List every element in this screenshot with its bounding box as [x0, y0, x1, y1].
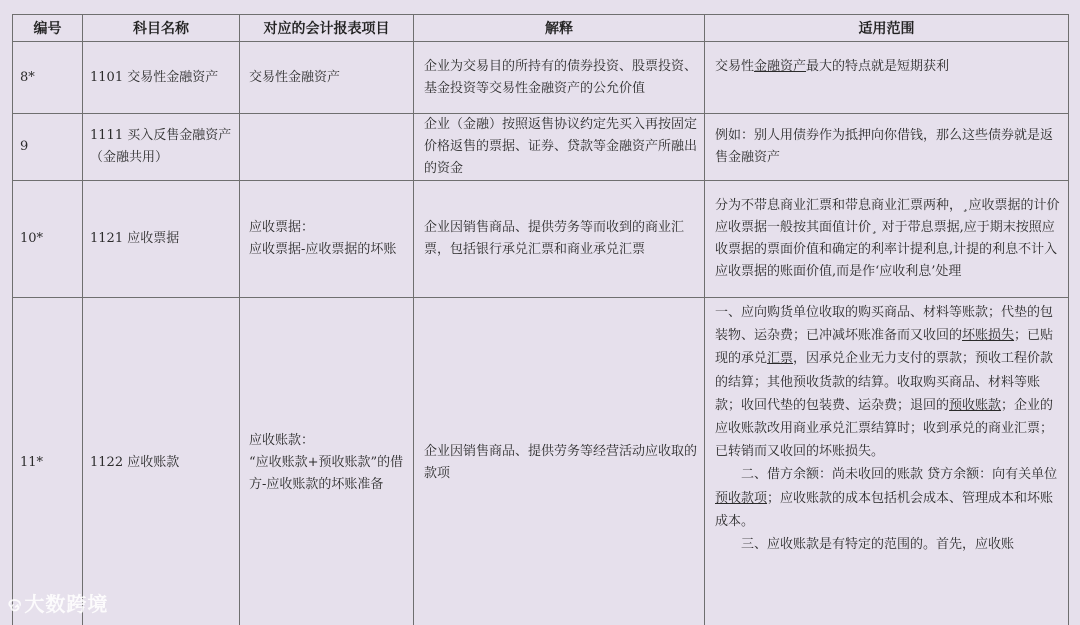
report-item: [240, 298, 414, 625]
subject-name: 1121 应收票据: [83, 181, 240, 298]
header-explanation: 解释: [414, 15, 705, 42]
scope-text: 二、借方余额：尚未收回的账款 贷方余额：向有关单位: [741, 467, 1058, 483]
row-number: 8*: [13, 42, 83, 114]
subject-name: 1122 应收账款: [83, 298, 240, 625]
watermark-icon: ଡ: [8, 595, 23, 616]
report-item: [240, 181, 414, 298]
scope-text: 一、应向购货单位收取的购买商品、材料等账款；代垫的包装物、运杂费；已冲减坏账准备而又收回的: [715, 305, 1054, 344]
explanation: 企业因销售商品、提供劳务等经营活动应收取的款项: [414, 298, 705, 625]
scope: [705, 298, 1069, 625]
watermark-logo: [8, 588, 108, 617]
row-number: 10*: [13, 181, 83, 298]
scope: 分为不带息商业汇票和带息商业汇票两种，¸应收票据的计价 应收票据一般按其面值计价¸ 对于带息票据,应于期末按照应收票据的票面价值和确定的利率计提利息,计提的利息不计入应收票据的账面价值,而是作‘应收利息’处理: [705, 181, 1069, 298]
header-scope: 适用范围: [705, 15, 1069, 42]
explanation: 企业因销售商品、提供劳务等而收到的商业汇票，包括银行承兑汇票和商业承兑汇票: [414, 181, 705, 298]
header-number: 编号: [13, 15, 83, 42]
scope: [705, 42, 1069, 114]
scope-text: ，因承兑企业无力支付的票款；预收工程价款的结算；其他预收货款的结算。收取购买商品、材料等账款；收回代垫的包装费、运杂费；退回的: [715, 351, 1054, 413]
explanation: 企业为交易目的所持有的债券投资、股票投资、基金投资等交易性金融资产的公允价值: [414, 42, 705, 114]
scope-link-advance-receipts: 预收账款: [949, 397, 1002, 413]
scope-paragraph-2: [715, 463, 1064, 533]
scope-paragraph-3: 三、应收账款是有特定的范围的。首先，应收账: [741, 537, 1015, 553]
watermark-text: 大数跨境: [24, 592, 109, 616]
scope-link-bad-debt: 坏账损失: [962, 328, 1015, 344]
scope-text: ；应收账款的成本包括机会成本、管理成本和坏账成本。: [715, 490, 1054, 529]
subject-name: 1111 买入反售金融资产（金融共用）: [83, 114, 240, 181]
table-row: [13, 114, 1069, 181]
report-item: 交易性金融资产: [240, 42, 414, 114]
report-item-line: 应收票据-应收票据的坏账: [249, 242, 397, 257]
report-item-line: 应收账款：: [249, 432, 315, 448]
scope-link-financial-assets: 金融资产: [754, 59, 807, 74]
report-item-line: “应收账款+预收账款”的借方-应收账款的坏账准备: [249, 454, 404, 492]
scope-link-bill: 汇票: [767, 351, 794, 367]
scope-text: ；已贴现的承兑: [715, 328, 1054, 367]
table-row: [13, 42, 1069, 114]
scope-text: ；企业的应收账款改用商业承兑汇票结算时；收到承兑的商业汇票；已转销而又收回的坏账损失。: [715, 397, 1054, 460]
header-report-item: 对应的会计报表项目: [240, 15, 414, 42]
row-number: 9: [13, 114, 83, 181]
report-item-line: 应收票据：: [249, 220, 315, 235]
header-subject-name: 科目名称: [83, 15, 240, 42]
scope-link-advance-payments: 预收款项: [715, 490, 768, 506]
header-row: [13, 15, 1069, 42]
table-row: [13, 298, 1069, 625]
scope: 例如：别人用债券作为抵押向你借钱，那么这些债券就是返售金融资产: [705, 114, 1069, 181]
table-row: [13, 181, 1069, 298]
report-item: [240, 114, 414, 181]
scope-paragraph-1: [715, 301, 1064, 463]
scope-text: 交易性: [715, 59, 755, 74]
subject-name: 1101 交易性金融资产: [83, 42, 240, 114]
accounting-subjects-table: [12, 14, 1069, 625]
row-number: 11*: [13, 298, 83, 625]
scope-text: 最大的特点就是短期获利: [806, 59, 950, 74]
explanation: 企业（金融）按照返售协议约定先买入再按固定价格返售的票据、证券、贷款等金融资产所融出的资金: [414, 114, 705, 181]
